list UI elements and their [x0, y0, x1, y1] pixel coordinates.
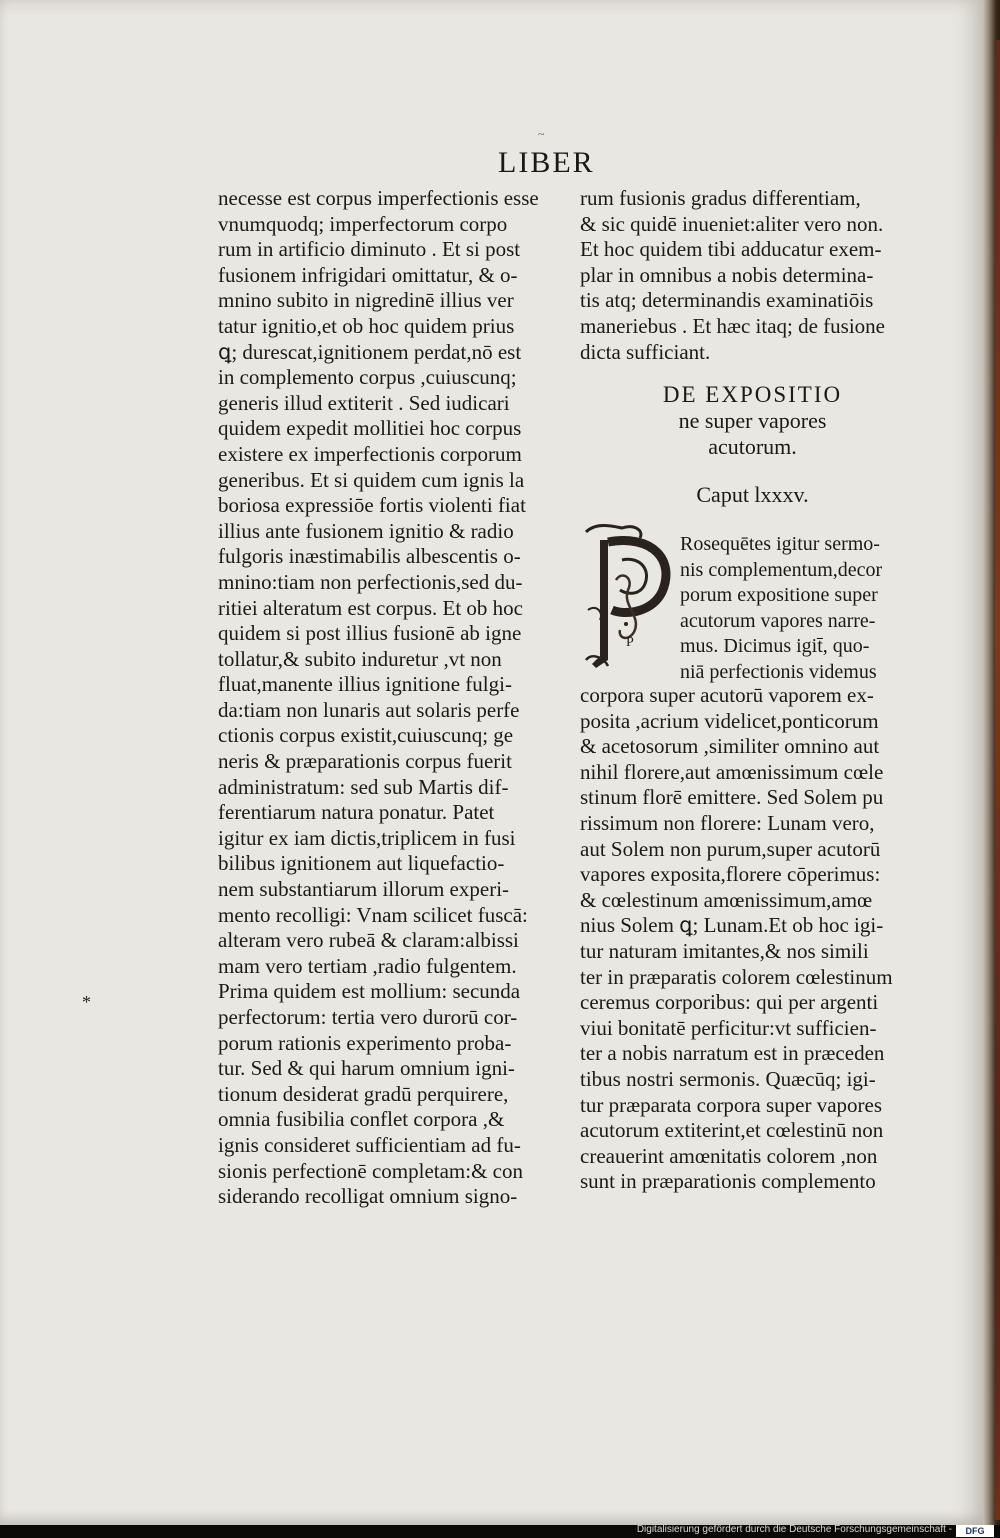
- text-line: nis complementum,decor: [680, 558, 883, 581]
- text-line: stinum florē emittere. Sed Solem pu: [580, 785, 884, 810]
- text-line: nius Solem ꝗ; Lunam.Et ob hoc igi-: [580, 913, 884, 938]
- text-line: ter a nobis narratum est in præceden: [580, 1041, 885, 1066]
- initial-letter: P: [626, 635, 634, 650]
- text-line: mus. Dicimus igit̄, quo-: [680, 635, 870, 658]
- text-line: sionis perfectionē completam:& con: [218, 1158, 523, 1183]
- text-line: ꝗ; durescat,ignitionem perdat,nō est: [218, 339, 522, 364]
- text-line: fusionem infrigidari omittatur, & o-: [218, 262, 518, 287]
- text-line: Rosequētes igitur sermo-: [680, 533, 880, 555]
- right-column-top: [580, 186, 925, 365]
- text-line: posita ,acrium videlicet,ponticorum: [580, 708, 879, 733]
- text-line: siderando recolligat omnium signo-: [218, 1184, 518, 1209]
- text-line: perfectorum: tertia vero durorū cor-: [218, 1005, 518, 1029]
- text-line: generis illud extiterit . Sed iudicari: [218, 390, 510, 415]
- right-column-beside-initial: [680, 532, 925, 686]
- text-line: tis atq; determinandis examinatiōis: [580, 288, 874, 313]
- text-line: mento recolligi: Vnam scilicet fuscā:: [218, 902, 528, 927]
- text-line: rum in artificio diminuto . Et si post: [218, 237, 521, 262]
- chapter-heading-line2: ne super vapores: [678, 408, 827, 433]
- text-line: ter in præparatis colorem cœlestinum: [580, 964, 893, 989]
- text-line: igitur ex iam dictis,triplicem in fusi: [218, 825, 516, 850]
- text-line: & cœlestinum amœnissimum,amœ: [580, 887, 873, 912]
- text-line: ritiei alteratum est corpus. Et ob hoc: [218, 595, 523, 620]
- text-line: tionum desiderat gradū perquirere,: [218, 1081, 509, 1106]
- chapter-heading: [580, 382, 925, 460]
- text-line: ferentiarum natura ponatur. Patet: [218, 800, 495, 825]
- text-line: rissimum non florere: Lunam vero,: [580, 810, 875, 835]
- text-line: fluat,manente illius ignitione fulgi-: [218, 672, 512, 697]
- text-line: omnia fusibilia conflet corpora ,&: [218, 1107, 505, 1132]
- text-line: & acetosorum ,similiter omnino aut: [580, 734, 880, 759]
- text-line: generibus. Et si quidem cum ignis la: [218, 467, 525, 492]
- chapter-number: Caput lxxxv.: [696, 482, 809, 507]
- right-column-bottom: [580, 683, 925, 1195]
- text-line: mnino subito in nigredinē illius ver: [218, 288, 514, 313]
- text-line: acutorum extiterint,et cœlestinū non: [580, 1118, 884, 1143]
- text-line: corpora super acutorū vaporem ex-: [580, 683, 874, 707]
- text-line: ceremus corporibus: qui per argenti: [580, 990, 879, 1015]
- text-line: da:tiam non lunaris aut solaris perfe: [218, 697, 520, 722]
- text-line: maneriebus . Et hæc itaq; de fusione: [580, 313, 886, 338]
- text-line: sunt in præparationis complemento: [580, 1169, 876, 1194]
- text-line: acutorum vapores narre-: [680, 609, 876, 632]
- text-line: nem substantiarum illorum experi-: [218, 877, 510, 902]
- text-line: administratum: sed sub Martis dif-: [218, 774, 509, 799]
- text-line: mam vero tertiam ,radio fulgentem.: [218, 953, 517, 978]
- text-line: & sic quidē inueniet:aliter vero non.: [580, 211, 884, 236]
- text-line: porum rationis experimento proba-: [218, 1030, 512, 1055]
- text-line: creauerint amœnitatis colorem ,non: [580, 1143, 878, 1168]
- margin-mark: *: [82, 992, 91, 1012]
- left-column: [218, 186, 563, 1210]
- text-line: bilibus ignitionem aut liquefactio-: [218, 851, 505, 876]
- text-line: quidem expedit mollitiei hoc corpus: [218, 416, 522, 441]
- text-line: vapores exposita,florere cōperimus:: [580, 862, 881, 887]
- text-line: Prima quidem est mollium: secunda: [218, 979, 521, 1004]
- text-line: necesse est corpus imperfectionis esse: [218, 186, 539, 210]
- text-line: aut Solem non purum,super acutorū: [580, 836, 881, 861]
- text-line: tur naturam imitantes,& nos simili: [580, 938, 869, 963]
- text-line: tollatur,& subito induretur ,vt non: [218, 646, 502, 671]
- text-line: nihil florere,aut amœnissimum cœle: [580, 759, 884, 784]
- text-line: mnino:tiam non perfectionis,sed du-: [218, 569, 523, 594]
- text-line: vnumquodq; imperfectorum corpo: [218, 211, 508, 236]
- text-line: boriosa expressiōe fortis violenti fiat: [218, 493, 526, 518]
- pen-mark: ~: [538, 127, 545, 141]
- text-line: dicta sufficiant.: [580, 339, 711, 364]
- text-line: ctionis corpus existit,cuiuscunq; ge: [218, 723, 514, 748]
- text-line: Et hoc quidem tibi adducatur exem-: [580, 237, 882, 262]
- text-line: tibus nostri sermonis. Quæcūq; igi-: [580, 1066, 876, 1091]
- text-line: plar in omnibus a nobis determina-: [580, 262, 874, 287]
- text-line: rum fusionis gradus differentiam,: [580, 186, 861, 210]
- text-line: ignis consideret sufficientiam ad fu-: [218, 1132, 521, 1157]
- text-line: existere ex imperfectionis corporum: [218, 441, 522, 466]
- text-line: in complemento corpus ,cuiuscunq;: [218, 365, 517, 390]
- decorated-initial-icon: [582, 520, 678, 670]
- text-line: illius ante fusionem ignitio & radio: [218, 518, 514, 543]
- dfg-logo: DFG: [956, 1525, 994, 1537]
- text-line: fulgoris inæstimabilis albescentis o-: [218, 544, 521, 569]
- chapter-heading-line3: acutorum.: [708, 434, 797, 459]
- text-line: viui bonitatē perficitur:vt sufficien-: [580, 1015, 877, 1040]
- chapter-heading-line1: DE EXPOSITIO: [662, 382, 843, 407]
- text-line: porum expositione super: [680, 584, 878, 607]
- running-head: LIBER: [498, 146, 595, 179]
- binding-strip: [995, 40, 1000, 1520]
- footer-credit: Digitalisierung gefördert durch die Deutsche Forschungsgemeinschaft -: [636, 1524, 952, 1535]
- text-line: tur. Sed & qui harum omnium igni-: [218, 1056, 515, 1081]
- text-line: tatur ignitio,et ob hoc quidem prius: [218, 313, 515, 338]
- text-line: neris & præparationis corpus fuerit: [218, 749, 512, 774]
- text-line: tur præparata corpora super vapores: [580, 1092, 883, 1117]
- text-line: alteram vero rubeā & claram:albissi: [218, 928, 519, 953]
- text-line: quidem si post illius fusionē ab igne: [218, 621, 522, 646]
- text-line: niā perfectionis videmus: [680, 660, 877, 683]
